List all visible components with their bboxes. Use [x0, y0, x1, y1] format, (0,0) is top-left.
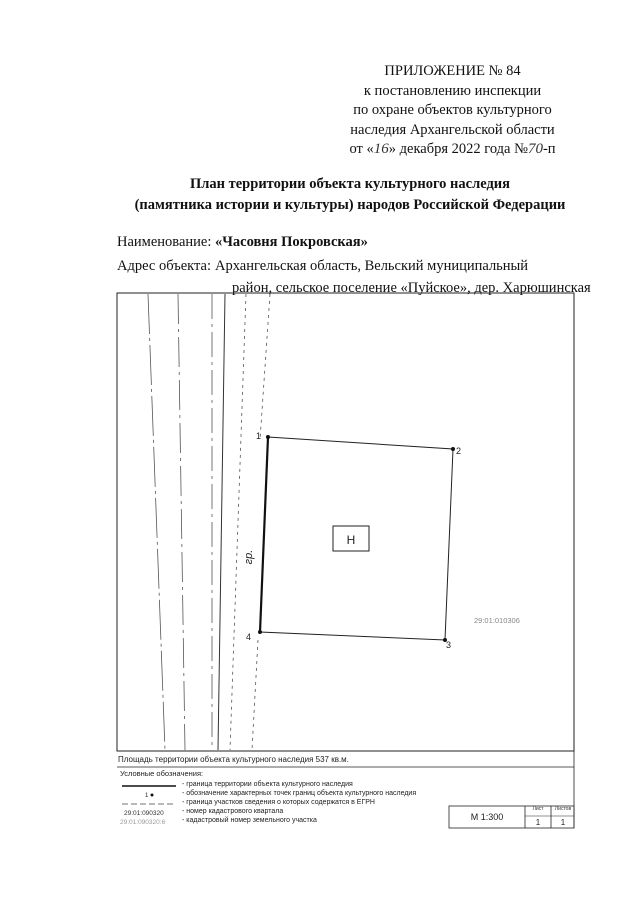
- address-line-2: район, сельское поселение «Пуйское», дер. Харюшинская: [232, 280, 591, 296]
- address-label: Адрес объекта:: [117, 258, 211, 274]
- point-4-label: 4: [246, 632, 252, 642]
- date-day: 16: [373, 141, 389, 157]
- legend-symbol-dashed-line: [120, 799, 178, 808]
- legend-title: Условные обозначения:: [120, 769, 204, 778]
- title-line-2: (памятника истории и культуры) народов Российской Федерации: [134, 197, 566, 213]
- appendix-line-3: по охране объектов культурного: [353, 102, 552, 118]
- plan-frame: [117, 293, 574, 751]
- boundary-line: [230, 294, 246, 750]
- name-value: «Часовня Покровская»: [215, 234, 368, 250]
- legend-symbol-solid-line: [120, 781, 178, 790]
- boundary-line: [148, 294, 165, 750]
- appendix-heading: ПРИЛОЖЕНИЕ № 84: [384, 63, 521, 79]
- scale: М 1:300: [470, 812, 504, 822]
- sheet-number: 1: [535, 818, 541, 827]
- legend-symbol-text: 1: [145, 793, 149, 799]
- point-2-marker: [451, 447, 455, 451]
- appendix-line-4: наследия Архангельской области: [350, 121, 555, 138]
- point-1-marker: [266, 435, 270, 439]
- appendix-line-2: к постановлению инспекции: [363, 82, 542, 99]
- boundary-line: [178, 294, 185, 750]
- sheets-label: Листов: [554, 806, 572, 812]
- road-label: гр.: [243, 549, 255, 565]
- point-1-label: 1: [256, 431, 262, 441]
- legend-symbol-parcel: [120, 817, 178, 826]
- legend-text: - номер кадастрового квартала: [182, 808, 284, 815]
- point-3-label: 3: [446, 640, 452, 650]
- date-prefix: от «: [349, 141, 374, 157]
- building-label: Н: [346, 533, 356, 547]
- point-4-marker: [258, 630, 262, 634]
- legend-text: - граница территории объекта культурного наследия: [182, 781, 353, 788]
- area-note: Площадь территории объекта культурного наследия 537 кв.м.: [118, 755, 349, 764]
- point-2-label: 2: [456, 446, 462, 456]
- territory-west-edge: [260, 437, 268, 632]
- title-line-1: План территории объекта культурного наследия: [189, 176, 510, 192]
- date-middle: » декабря 2022 года №: [388, 141, 528, 157]
- legend-text: - обозначение характерных точек границ объекта культурного наследия: [182, 790, 417, 797]
- legend-symbol-text: 29:01:090320:6: [120, 819, 166, 826]
- legend-text: - кадастровый номер земельного участка: [182, 817, 317, 824]
- address-line-1: Архангельская область, Вельский муниципальный: [215, 258, 529, 274]
- sheet-label: Лист: [532, 806, 544, 812]
- parcel-number: 29:01:010306: [474, 616, 520, 625]
- date-suffix: -п: [542, 141, 556, 157]
- name-label: Наименование:: [117, 234, 212, 250]
- boundary-line: [260, 294, 270, 440]
- legend-symbol-text: 29:01:090320: [124, 810, 164, 817]
- boundary-line: [252, 640, 258, 750]
- legend-text: - граница участков сведения о которых содержатся в ЕГРН: [182, 799, 375, 806]
- date-number: 70: [527, 141, 543, 157]
- boundary-line: [218, 294, 225, 750]
- legend-symbol-quarter: [120, 808, 178, 817]
- territory-boundary: [260, 437, 453, 640]
- sheets-count: 1: [560, 818, 566, 827]
- legend-symbol-point: [120, 790, 178, 799]
